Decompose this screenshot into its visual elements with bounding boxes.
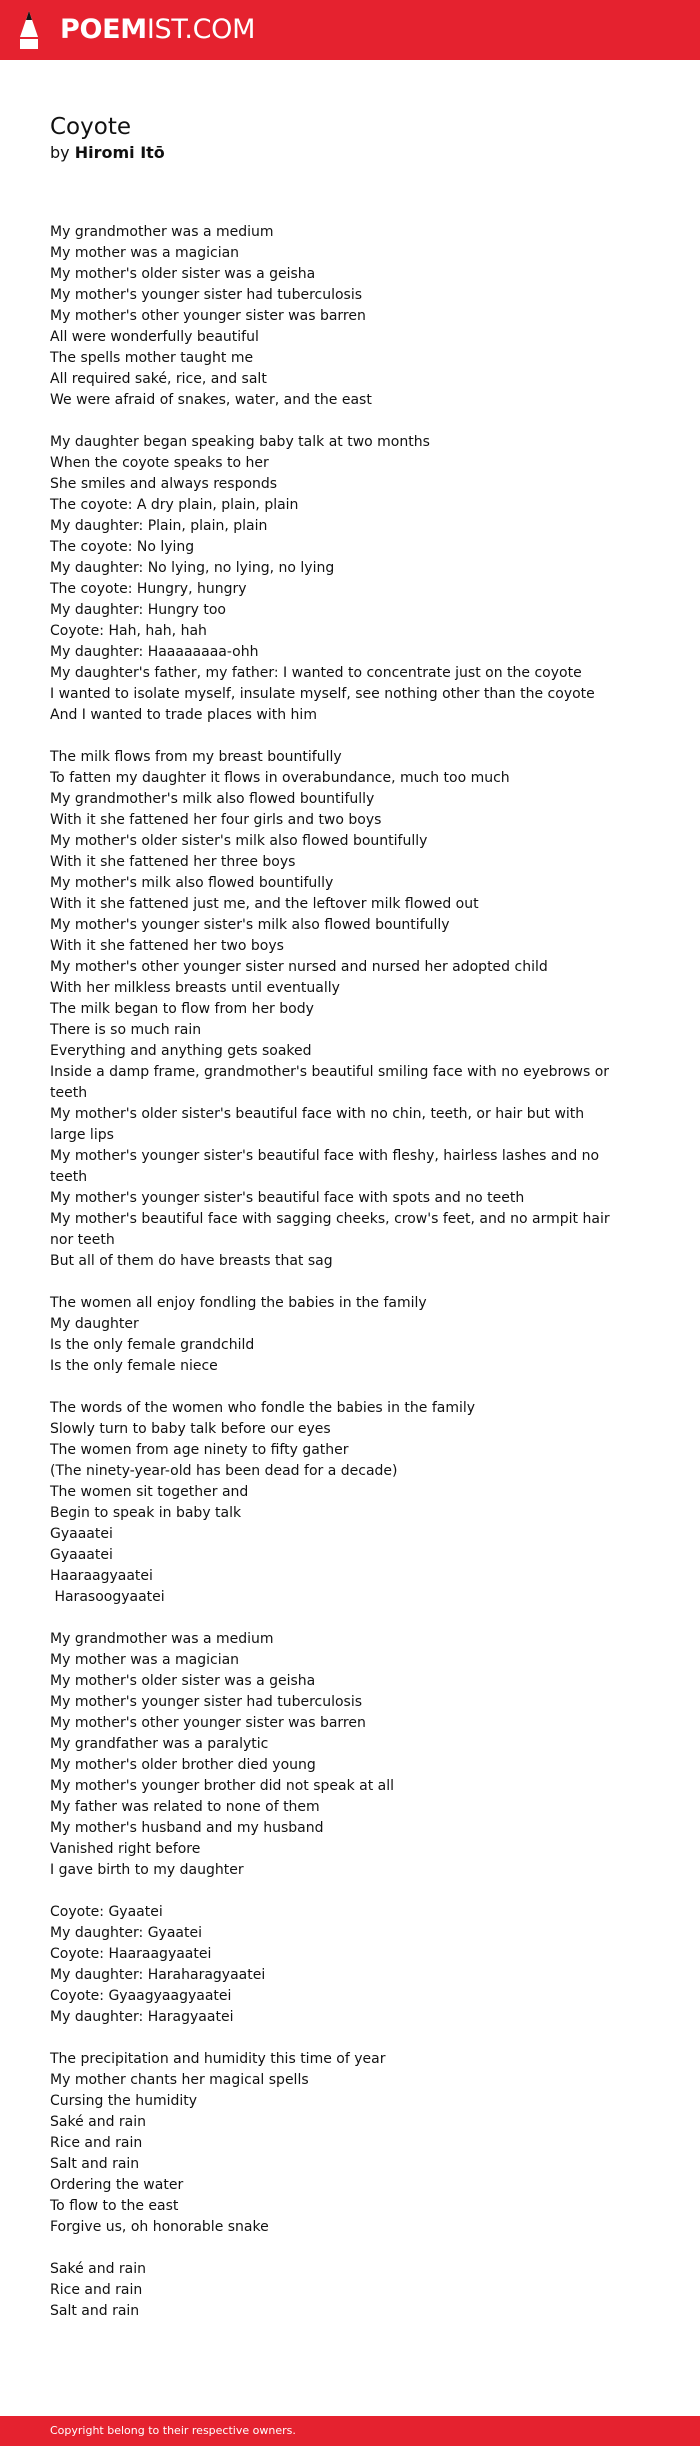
poem-line: With it she fattened her three boys <box>50 854 296 870</box>
poem-line: The coyote: No lying <box>50 539 195 555</box>
poem-line: Harasoogyaatei <box>50 1589 165 1605</box>
poem-line: My daughter: Gyaatei <box>50 1925 202 1941</box>
poem-line: My mother's younger sister's beautiful face with spots and no teeth <box>50 1190 525 1206</box>
poem-title: Coyote <box>50 114 131 140</box>
poem-line: My grandmother was a medium <box>50 1631 274 1647</box>
poem-line: My mother's older sister was a geisha <box>50 266 316 282</box>
poem-line: Vanished right before <box>50 1841 201 1857</box>
poem-line: Coyote: Gyaagyaagyaatei <box>50 1988 232 2004</box>
poem-line: When the coyote speaks to her <box>50 455 269 471</box>
poem-line: My grandmother was a medium <box>50 224 274 240</box>
poem-line: My grandfather was a paralytic <box>50 1736 269 1752</box>
poem-line: The women all enjoy fondling the babies in the family <box>50 1295 427 1311</box>
poem-line: But all of them do have breasts that sag <box>50 1253 333 1269</box>
poem-line: I wanted to isolate myself, insulate myself, see nothing other than the coyote <box>50 686 595 702</box>
pencil-tip-icon[interactable] <box>18 9 40 51</box>
site-footer <box>0 2416 700 2446</box>
poem-line: Saké and rain <box>50 2261 147 2277</box>
poem-line: The words of the women who fondle the babies in the family <box>50 1400 476 1416</box>
site-logo[interactable] <box>60 12 255 48</box>
author-link[interactable]: Hiromi Itō <box>74 143 165 162</box>
poem-line: Coyote: Gyaatei <box>50 1904 163 1920</box>
poem-line: My mother's other younger sister was barren <box>50 1715 366 1731</box>
copyright-text: Copyright belong to their respective owners. <box>50 2424 296 2437</box>
poem-line: The women from age ninety to fifty gather <box>50 1442 349 1458</box>
poem-line: My daughter: Haaaaaaaa-ohh <box>50 644 259 660</box>
poem-line: (The ninety-year-old has been dead for a decade) <box>50 1463 398 1479</box>
poem-line: My daughter: No lying, no lying, no lying <box>50 560 335 576</box>
poem-stanza <box>50 432 610 726</box>
poem-line: My mother's younger sister had tuberculosis <box>50 287 363 303</box>
poem-line: We were afraid of snakes, water, and the east <box>50 392 372 408</box>
poem-line: Coyote: Hah, hah, hah <box>50 623 207 639</box>
poem-line: My mother's other younger sister was barren <box>50 308 366 324</box>
poem-line: My daughter: Haragyaatei <box>50 2009 234 2025</box>
poem-stanza <box>50 1902 610 2028</box>
poem-line: She smiles and always responds <box>50 476 278 492</box>
poem-line: Rice and rain <box>50 2282 143 2298</box>
poem-line: Salt and rain <box>50 2303 140 2319</box>
poem-line: And I wanted to trade places with him <box>50 707 317 723</box>
poem-line: With it she fattened just me, and the leftover milk flowed out <box>50 896 479 912</box>
poem-line: My mother's other younger sister nursed and nursed her adopted child <box>50 959 548 975</box>
poem-line: My mother's older brother died young <box>50 1757 316 1773</box>
poem-line: The spells mother taught me <box>50 350 254 366</box>
poem-line: My mother's older sister's milk also flowed bountifully <box>50 833 428 849</box>
by-label: by <box>50 143 70 162</box>
poem-stanza <box>50 1293 610 1377</box>
poem-stanza <box>50 1629 610 1881</box>
poem-line: My daughter: Hungry too <box>50 602 226 618</box>
poem-line: With it she fattened her four girls and two boys <box>50 812 382 828</box>
poem-line: My daughter: Haraharagyaatei <box>50 1967 266 1983</box>
poem-line: Begin to speak in baby talk <box>50 1505 242 1521</box>
poem-line: My mother's husband and my husband <box>50 1820 324 1836</box>
poem-stanza <box>50 2049 610 2238</box>
poem-line: My daughter's father, my father: I wanted to concentrate just on the coyote <box>50 665 582 681</box>
poem-line: With it she fattened her two boys <box>50 938 284 954</box>
poem-line: Saké and rain <box>50 2114 147 2130</box>
poem-line: The women sit together and <box>50 1484 249 1500</box>
poem-line: There is so much rain <box>50 1022 202 1038</box>
poem-line: Inside a damp frame, grandmother's beautiful smiling face with no eyebrows or teeth <box>50 1064 614 1101</box>
poem-line: My mother's beautiful face with sagging cheeks, crow's feet, and no armpit hair nor teeth <box>50 1211 615 1248</box>
poem-content <box>50 112 615 2343</box>
poem-line: Everything and anything gets soaked <box>50 1043 312 1059</box>
poem-line: Salt and rain <box>50 2156 140 2172</box>
poem-line: Coyote: Haaraagyaatei <box>50 1946 212 1962</box>
poem-line: To flow to the east <box>50 2198 179 2214</box>
poem-line: Is the only female grandchild <box>50 1337 255 1353</box>
poem-line: Haaraagyaatei <box>50 1568 153 1584</box>
poem-line: My daughter: Plain, plain, plain <box>50 518 268 534</box>
poem-line: My daughter began speaking baby talk at two months <box>50 434 430 450</box>
poem-line: My father was related to none of them <box>50 1799 320 1815</box>
poem-line: The milk began to flow from her body <box>50 1001 314 1017</box>
poem-line: My mother's younger sister's beautiful face with fleshy, hairless lashes and no teeth <box>50 1148 604 1185</box>
byline <box>50 142 610 164</box>
poem-line: My mother was a magician <box>50 245 240 261</box>
poem-line: My mother's older sister was a geisha <box>50 1673 316 1689</box>
poem-line: To fatten my daughter it flows in overabundance, much too much <box>50 770 510 786</box>
poem-stanza <box>50 1398 610 1608</box>
brand-light: IST.COM <box>146 14 256 45</box>
poem-line: Gyaaatei <box>50 1547 113 1563</box>
poem-line: With her milkless breasts until eventually <box>50 980 340 996</box>
poem-line: Is the only female niece <box>50 1358 218 1374</box>
poem-line: My mother's younger sister had tuberculosis <box>50 1694 363 1710</box>
poem-line: My mother's older sister's beautiful face with no chin, teeth, or hair but with large lips <box>50 1106 589 1143</box>
poem-line: Cursing the humidity <box>50 2093 198 2109</box>
brand-bold: POEM <box>60 14 147 45</box>
poem-line: My mother was a magician <box>50 1652 240 1668</box>
poem-line: Rice and rain <box>50 2135 143 2151</box>
poem-stanza <box>50 2259 610 2322</box>
poem-line: My mother chants her magical spells <box>50 2072 309 2088</box>
poem-line: My daughter <box>50 1316 139 1332</box>
poem-line: Forgive us, oh honorable snake <box>50 2219 269 2235</box>
poem-line: I gave birth to my daughter <box>50 1862 244 1878</box>
poem-line: Ordering the water <box>50 2177 184 2193</box>
poem-line: The milk flows from my breast bountifully <box>50 749 342 765</box>
poem-line: Slowly turn to baby talk before our eyes <box>50 1421 331 1437</box>
poem-line: The coyote: A dry plain, plain, plain <box>50 497 299 513</box>
poem-line: Gyaaatei <box>50 1526 113 1542</box>
poem-line: My mother's younger sister's milk also flowed bountifully <box>50 917 450 933</box>
poem-line: My grandmother's milk also flowed bountifully <box>50 791 375 807</box>
poem-stanza <box>50 222 610 411</box>
poem-line: All were wonderfully beautiful <box>50 329 259 345</box>
site-header <box>0 0 700 60</box>
poem-line: My mother's milk also flowed bountifully <box>50 875 334 891</box>
poem-line: All required saké, rice, and salt <box>50 371 267 387</box>
poem-stanza <box>50 747 615 1272</box>
poem-line: The precipitation and humidity this time of year <box>50 2051 386 2067</box>
poem-line: The coyote: Hungry, hungry <box>50 581 247 597</box>
poem-line: My mother's younger brother did not speak at all <box>50 1778 395 1794</box>
poem-body <box>50 222 615 2322</box>
